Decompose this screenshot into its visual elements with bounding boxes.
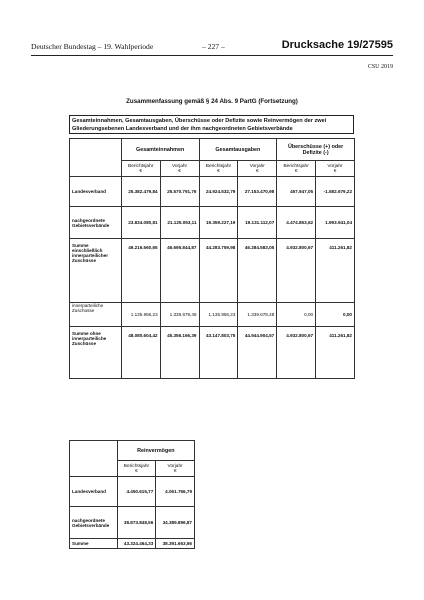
cell-value: 46.284.583,05 [238,239,277,303]
table-row [70,207,355,239]
group-surplus: Überschüsse (+) oder Defizite (-) [277,139,355,161]
caption-box: Gesamteinnahmen, Gesamtausgaben, Überschüsse oder Defizite sowie Reinvermögen der zwei Gliederungsebenen Landesverband und der ihm nachgeordneten Gebietsverbände [69,115,354,134]
row-label: nachgeordnete Gebietsverbände [70,507,118,539]
sub-header: Berichtsjahr € [199,161,238,177]
summary-table [69,138,355,379]
sub-header: Vorjahr € [316,161,355,177]
row-label: Summe [70,539,118,549]
row-label: Landesverband [70,177,122,207]
corner-cell [70,139,122,177]
cell-value: 43.147.803,75 [199,327,238,379]
cell-value: 23.834.080,81 [121,207,160,239]
table-row [70,477,195,507]
cell-value: 457.947,05 [277,177,316,207]
row-label: Summe einschließlich innerparteilicher Zuschüsse [70,239,122,303]
cell-value: 48.080.604,42 [121,327,160,379]
cell-value: 24.924.532,79 [199,177,238,207]
cell-value: 44.283.759,98 [199,239,238,303]
party-tag: CSU 2019 [367,64,393,70]
cell-value: 4.932.800,67 [277,327,316,379]
cell-value: 49.216.560,65 [121,239,160,303]
cell-value: 1.135.956,23 [121,303,160,327]
cell-value: 4.061.766,79 [156,477,195,507]
header-page-number: – 227 – [202,42,225,51]
cell-value: 1.135.956,23 [199,303,238,327]
header-rule [31,55,393,56]
cell-value: 25.570.791,76 [160,177,199,207]
cell-value: 21.125.053,11 [160,207,199,239]
cell-value: 25.382.479,84 [121,177,160,207]
row-label: Landesverband [70,477,118,507]
cell-value: 19.131.112,07 [238,207,277,239]
cell-value: 44.944.904,57 [238,327,277,379]
sub-header: Berichtsjahr € [277,161,316,177]
table-row [70,239,355,303]
cell-value: 1.339.678,48 [160,303,199,327]
corner-cell [70,441,118,477]
cell-value: 4.932.800,67 [277,239,316,303]
group-expenses: Gesamtausgaben [199,139,277,161]
sub-header: Vorjahr € [160,161,199,177]
header-document-number: Drucksache 19/27595 [281,39,393,51]
sub-header: Berichtsjahr € [117,461,156,477]
header-parliament: Deutscher Bundestag – 19. Wahlperiode [31,42,154,51]
row-label: innerparteiliche Zuschüsse [70,303,122,327]
cell-value: 45.356.166,39 [160,327,199,379]
cell-value: 411.261,82 [316,327,355,379]
cell-value: 38.873.848,56 [117,507,156,539]
net-assets-table [69,440,195,549]
cell-value: 38.391.663,66 [156,539,195,549]
cell-value: 34.389.896,87 [156,507,195,539]
row-label: Summe ohne innerparteiliche Zuschüsse [70,327,122,379]
cell-value: 0,00 [316,303,355,327]
table-row [70,177,355,207]
cell-value: -1.582.679,22 [316,177,355,207]
cell-value: 46.695.844,87 [160,239,199,303]
cell-value: 0,00 [277,303,316,327]
table-row [70,507,195,539]
row-label: nachgeordnete Gebietsverbände [70,207,122,239]
table-row [70,327,355,379]
cell-value: 1.339.678,48 [238,303,277,327]
table-row [70,303,355,327]
cell-value: 411.261,82 [316,239,355,303]
group-income: Gesamteinnahmen [121,139,199,161]
sub-header: Vorjahr € [156,461,195,477]
cell-value: 4.474.853,62 [277,207,316,239]
section-title: Zusammenfassung gemäß § 24 Abs. 9 PartG (Fortsetzung) [126,98,298,105]
group-net-assets: Reinvermögen [117,441,194,461]
table-row [70,539,195,549]
cell-value: 43.324.464,33 [117,539,156,549]
cell-value: 27.153.470,98 [238,177,277,207]
cell-value: 19.359.227,19 [199,207,238,239]
cell-value: 4.450.615,77 [117,477,156,507]
sub-header: Vorjahr € [238,161,277,177]
cell-value: 1.993.941,04 [316,207,355,239]
sub-header: Berichtsjahr € [121,161,160,177]
